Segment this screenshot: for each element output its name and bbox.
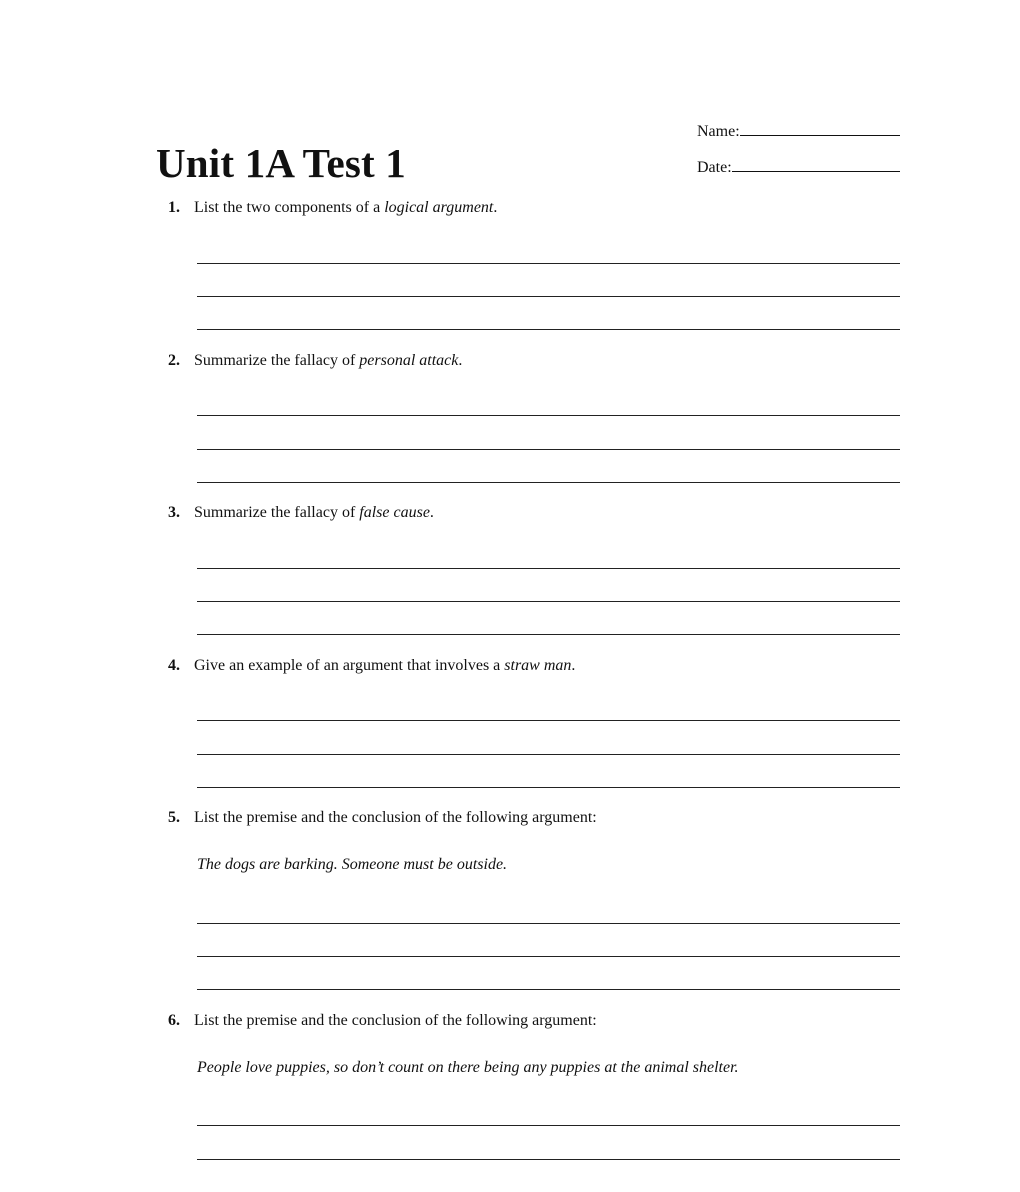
answer-line[interactable] xyxy=(197,296,900,297)
answer-line[interactable] xyxy=(197,634,900,635)
question-1 xyxy=(168,198,497,218)
question-number: 6. xyxy=(168,1012,180,1029)
answer-line[interactable] xyxy=(197,1159,900,1160)
question-text: Summarize the fallacy of xyxy=(194,504,360,521)
question-number: 3. xyxy=(168,504,180,521)
answer-line[interactable] xyxy=(197,601,900,602)
answer-line[interactable] xyxy=(197,989,900,990)
question-text: Give an example of an argument that involves a xyxy=(194,657,505,674)
answer-line[interactable] xyxy=(197,754,900,755)
question-6 xyxy=(168,1011,597,1031)
question-number: 2. xyxy=(168,352,180,369)
question-term: straw man xyxy=(504,657,572,674)
question-text: List the premise and the conclusion of the following argument: xyxy=(194,1012,597,1029)
question-5 xyxy=(168,808,597,828)
question-term: personal attack xyxy=(359,352,459,369)
answer-line[interactable] xyxy=(197,923,900,924)
question-number: 1. xyxy=(168,199,180,216)
name-blank-line[interactable] xyxy=(740,121,900,136)
answer-line[interactable] xyxy=(197,568,900,569)
question-punct: . xyxy=(571,657,576,674)
question-text: List the two components of a xyxy=(194,199,385,216)
argument-quote: People love puppies, so don’t count on there being any puppies at the animal shelter. xyxy=(197,1059,739,1076)
question-text: List the premise and the conclusion of the following argument: xyxy=(194,809,597,826)
question-punct: . xyxy=(493,199,498,216)
date-label: Date: xyxy=(697,159,732,176)
answer-line[interactable] xyxy=(197,1125,900,1126)
question-number: 4. xyxy=(168,657,180,674)
question-text: Summarize the fallacy of xyxy=(194,352,360,369)
answer-line[interactable] xyxy=(197,449,900,450)
question-punct: . xyxy=(429,504,434,521)
question-3 xyxy=(168,503,434,523)
name-field xyxy=(697,121,900,141)
date-blank-line[interactable] xyxy=(732,157,900,172)
question-term: logical argument xyxy=(384,199,494,216)
answer-line[interactable] xyxy=(197,787,900,788)
question-term: false cause xyxy=(359,504,430,521)
answer-line[interactable] xyxy=(197,263,900,264)
question-number: 5. xyxy=(168,809,180,826)
name-label: Name: xyxy=(697,123,740,140)
answer-line[interactable] xyxy=(197,482,900,483)
question-4 xyxy=(168,656,575,676)
answer-line[interactable] xyxy=(197,720,900,721)
question-2 xyxy=(168,351,462,371)
question-punct: . xyxy=(458,352,463,369)
answer-line[interactable] xyxy=(197,415,900,416)
argument-quote: The dogs are barking. Someone must be outside. xyxy=(197,856,508,873)
date-field xyxy=(697,157,900,177)
page-title: Unit 1A Test 1 xyxy=(156,140,407,186)
answer-line[interactable] xyxy=(197,956,900,957)
answer-line[interactable] xyxy=(197,329,900,330)
